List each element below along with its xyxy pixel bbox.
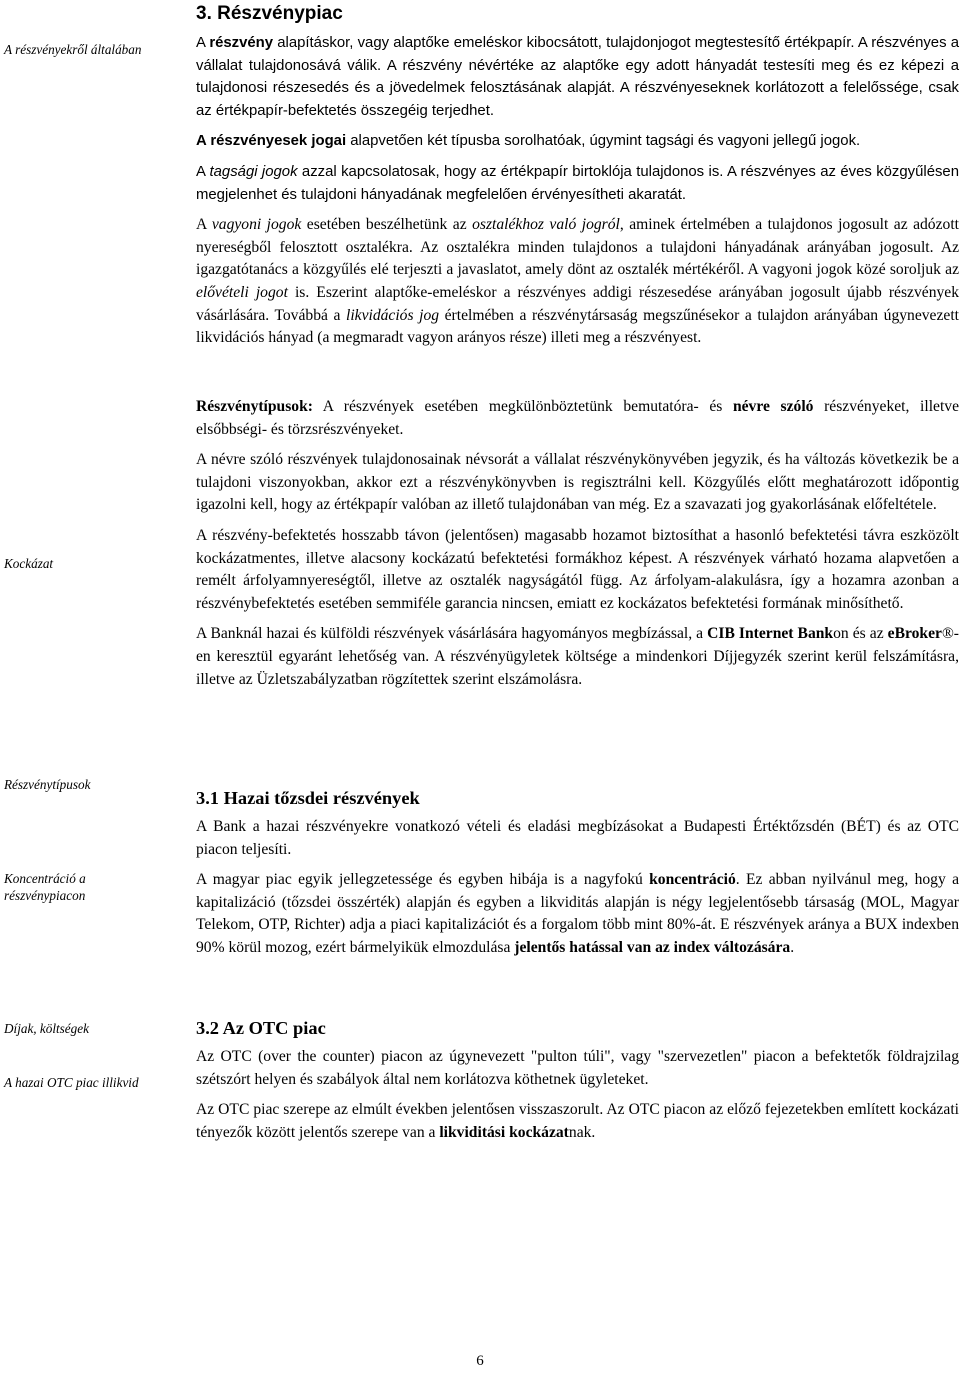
term-registered: névre szóló	[732, 398, 814, 415]
section-3-1-paragraph-1: A Bank a hazai részvényekre vonatkozó vételi és eladási megbízásokat a Budapesti Értéktőzsdén (BÉT) és az OTC piacon teljesíti.	[196, 818, 959, 858]
margin-note-risk: Kockázat	[4, 556, 54, 571]
section-3-1	[196, 786, 959, 968]
section-3-paragraph-4	[196, 214, 959, 350]
section-3-2-title: 3.2 Az OTC piac	[196, 1018, 326, 1038]
section-3-paragraph-2	[196, 130, 959, 153]
text: A részvényes az éves közgyűlésen megjelenhet és tulajdoni hányadának megfelelően érvényesítheti akaratát.	[196, 163, 959, 203]
term-membership-rights: tagsági jogok	[209, 163, 298, 180]
term-shareholder-rights: A részvényesek jogai	[196, 133, 347, 150]
text: esetében beszélhetünk az	[301, 216, 473, 234]
margin-note-general: A részvényekről általában	[4, 42, 142, 57]
term-property-rights: vagyoni jogok	[211, 216, 302, 234]
term-significant-impact: jelentős hatással van az index változására	[514, 938, 791, 956]
text: részvényeket, illetve elsőbbségi- és törzsrészvényeket.	[196, 398, 959, 438]
section-3-1-paragraph-2	[196, 869, 959, 959]
text: értelmében a részvénytársaság megszűnésekor a tulajdon arányában úgynevezett likvidációs hányad (a megmaradt vagyon arányos része) illeti meg a részvényest.	[196, 306, 959, 347]
text: A Banknál hazai és külföldi részvények vásárlására hagyományos megbízással, a	[196, 625, 708, 643]
margin-note-concentration: Koncentráció a részvénypiacon	[4, 871, 86, 903]
term-cib-internet-bank: CIB Internet Bank	[707, 625, 834, 643]
section-3	[196, 2, 959, 358]
page-number: 6	[476, 1353, 484, 1369]
text: Az OTC piac szerepe az elmúlt években jelentősen visszaszorult. Az OTC piacon az előző fejezetekben említett kockázati tényezők között jelentős szerepe van a	[196, 1101, 959, 1141]
margin-note-otc-illiquid: A hazai OTC piac illikvid	[4, 1075, 139, 1090]
text: A	[196, 216, 212, 234]
text: on és az	[833, 625, 888, 643]
share-types-section	[196, 396, 959, 699]
text: A	[196, 163, 210, 180]
text: alapításkor, vagy alaptőke emeléskor kibocsátott, tulajdonjogot megtestesítő értékpapír. A részvényes a vállalat tulajdonosává válik. A részvény névértéke az alaptőke egy adott hányadát testesíti meg és ez képezi a tulajdonosi részesedés és a jövedelmek felosztásának alapját. A részvényeseknek korlátozott a felelőssége, csak az értékpapír-befektetés összegéig terjedhet.	[196, 35, 959, 119]
section-3-paragraph-1	[196, 32, 959, 122]
text: A	[196, 35, 210, 51]
text: A részvények esetében megkülönböztetünk bemutatóra- és	[312, 398, 733, 415]
term-share-types: Részvénytípusok:	[196, 398, 313, 415]
term-ebroker: eBroker	[887, 625, 942, 643]
text: alapvetően két típusba sorolhatóak, úgymint tagsági és vagyoni jellegű jogok.	[346, 133, 861, 150]
term-preemption-right: elővételi jogot	[196, 283, 288, 301]
text: ®-en keresztül egyaránt lehetőség van. A részvényügyletek költsége a mindenkori Díjjegyzék szerint kerül felszámításra, illetve az Üzletszabályzatban rögzítettek szerint elszámolásra.	[196, 625, 959, 688]
share-types-paragraph-1	[196, 396, 959, 441]
share-types-paragraph-2: A névre szóló részvények tulajdonosainak névsorát a vállalat részvénykönyvében jegyzik, és ha változás következik be a tulajdoni viszonyokban, akkor ezt a részvénykönyvben is regisztrálni kell. Közgyűlés előtt meghatározott időpontig igazolni kell, hogy az értékpapír valóban az illető tulajdonában van még. Ez a szavazati jog gyakorlásának előfeltétele.	[196, 451, 959, 514]
section-3-2-paragraph-2	[196, 1099, 959, 1144]
term-liquidity-risk: likviditási kockázat	[439, 1123, 569, 1141]
text: azzal kapcsolatosak, hogy az értékpapír birtoklója tulajdonos is.	[297, 163, 727, 180]
risk-paragraph: A részvény-befektetés hosszabb távon (jelentősen) magasabb hozamot biztosíthat a hasonló befektetési távra eszközölt kockázatmentes, illetve alacsony kockázatú befektetési formákhoz képest. A részvények várható hozama alapvetően a remélt árfolyamnyereségtől, illetve az osztalék nagyságától függ. Az árfolyam-alakulásra, így a hozamra azonban a részvénybefektetés esetében semmiféle garancia nincsen, emiatt ez kockázatos befektetési formának minősíthető.	[196, 526, 959, 612]
term-concentration: koncentráció	[649, 871, 736, 889]
section-3-paragraph-3	[196, 161, 959, 206]
fees-paragraph	[196, 623, 959, 691]
margin-note-types: Részvénytípusok	[4, 777, 91, 792]
text: , aminek értelmében a tulajdonos jogosult az adózott nyereségből felosztott osztalékra. Az osztalékra minden tulajdonos a tulajdoni hányadának arányában jogosult. Az igazgatótanács a közgyűlés elé terjeszti a javaslatot, amely dönt az osztalék mértékéről. A vagyoni jogok közé soroljuk az	[196, 216, 959, 279]
section-3-2	[196, 1016, 959, 1152]
margin-note-fees: Díjak, költségek	[4, 1021, 89, 1036]
text: .	[790, 938, 795, 956]
term-reszveny: részvény	[209, 35, 274, 51]
section-3-2-paragraph-1: Az OTC (over the counter) piacon az úgynevezett "pulton túli", vagy "szervezetlen" piacon a befektetők földrajzilag szétszórt helyen és szabályok által nem korlátozva köthetnek ügyleteket.	[196, 1048, 959, 1088]
term-liquidation-right: likvidációs jog	[345, 306, 440, 324]
term-dividend-right: osztalékhoz való jogról	[472, 216, 620, 234]
text: nak.	[568, 1123, 596, 1141]
text: is. Eszerint alaptőke-emeléskor a részvényes addigi részesedése arányában jogosult újabb részvények vásárlására. Továbbá a	[196, 283, 960, 324]
section-3-title: 3. Részvénypiac	[196, 3, 343, 24]
text: . Ez abban nyilvánul meg, hogy a kapitalizáció (tőzsdei összérték) alapján és egyben a likviditás alapján is négy legjelentősebb társaság (MOL, Magyar Telekom, OTP, Richter) adja a piaci kapitalizációt és a forgalom több mint 80%-át. E részvények aránya a BUX indexben 90% körül mozog, ezért bármelyikük elmozdulása	[196, 871, 959, 956]
text: A magyar piac egyik jellegzetessége és egyben hibája is a nagyfokú	[196, 871, 650, 889]
section-3-1-title: 3.1 Hazai tőzsdei részvények	[196, 788, 420, 808]
